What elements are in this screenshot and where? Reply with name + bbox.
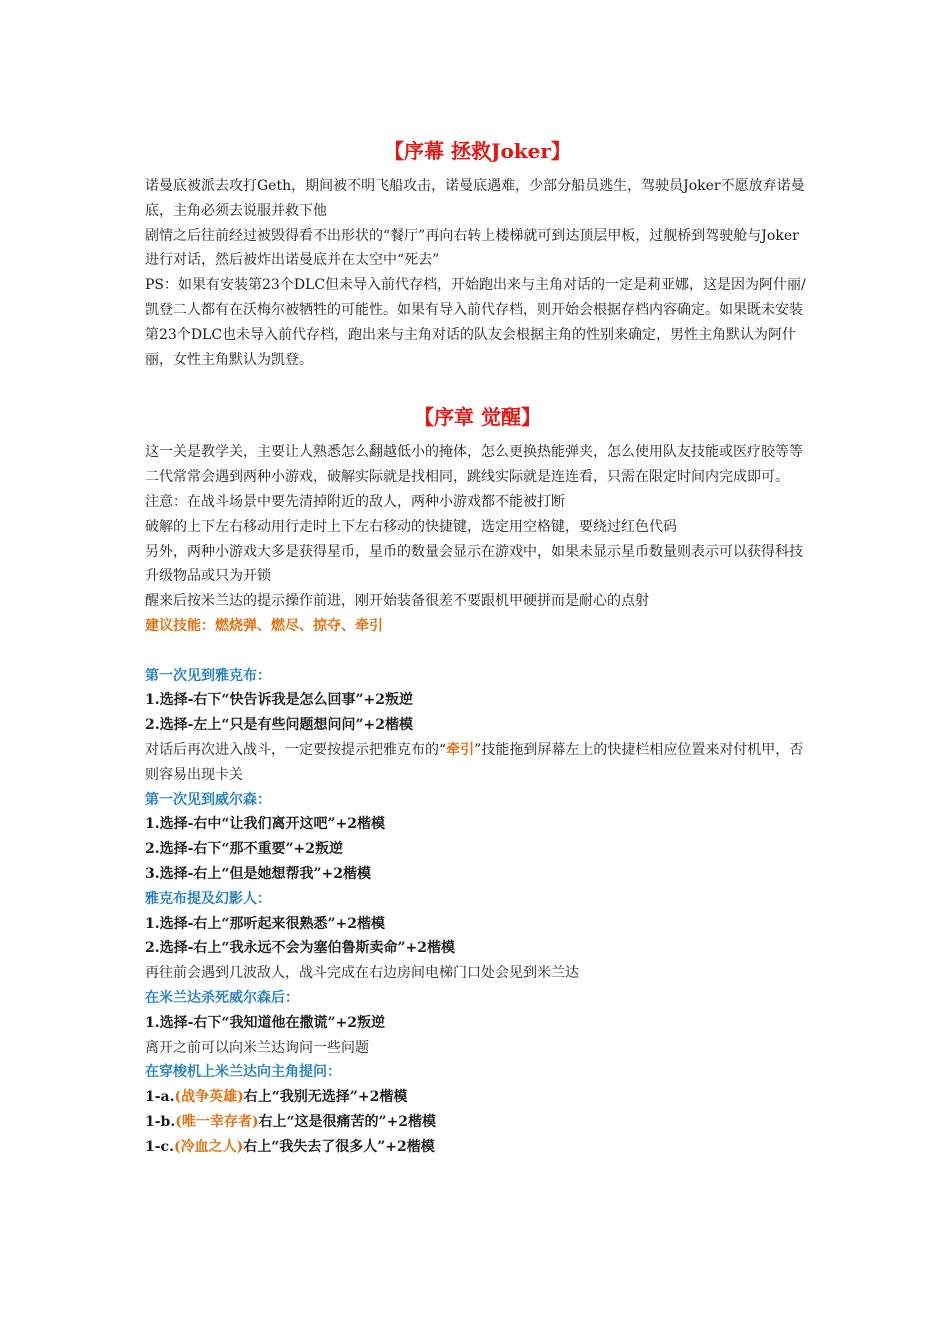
paragraph: 注意：在战斗场景中要先清掉附近的敌人，两种小游戏都不能被打断 [145,493,565,510]
choice-line: 3.选择-右上“但是她想帮我”+2楷模 [145,865,372,882]
choice-text: 右上“这是很痛苦的”+2楷模 [258,1113,437,1130]
paragraph: PS：如果有安装第23个DLC但未导入前代存档，开始跑出来与主角对话的一定是莉亚娜，这是因为阿什丽/凯登二人都有在沃梅尔被牺牲的可能性。如果有导入前代存档，则开始会根据存档内容确定。如果既未安装第23个DLC也未导入前代存档，跑出来与主角对话的队友会根据主角的性别来确定，男性主角默认为阿什丽，女性主角默认为凯登。 [145,277,806,368]
choice-prefix: 1-b. [145,1113,176,1130]
background-tag: (战争英雄) [174,1089,244,1106]
choice-line: 1.选择-右上“那听起来很熟悉”+2楷模 [145,915,386,932]
highlight-pull: 牵引 [446,741,475,758]
note-text: 对话后再次进入战斗，一定要按提示把雅克布的“ [145,741,447,758]
choice-text: 右上“我别无选择”+2楷模 [243,1089,408,1106]
paragraph [145,738,810,788]
spacer [145,639,810,664]
paragraph: 离开之前可以向米兰达询问一些问题 [145,1039,369,1056]
subheading-kill: 在米兰达杀死威尔森后： [145,989,299,1006]
paragraph: 醒来后按米兰达的提示操作前进，刚开始装备很差不要跟机甲硬拼而是耐心的点射 [145,593,649,610]
subheading-jacob: 第一次见到雅克布： [145,667,271,684]
section-title-prologue: 【序幕 拯救Joker】 [384,139,571,163]
choice-prefix: 1-a. [145,1089,175,1106]
paragraph: 另外，两种小游戏大多是获得星币，星币的数量会显示在游戏中，如果未显示星币数量则表示可以获得科技升级物品或只为开锁 [145,543,803,585]
paragraph: 诺曼底被派去攻打Geth，期间被不明飞船攻击，诺曼底遇难，少部分船员逃生，驾驶员Joker不愿放弃诺曼底，主角必须去说服并救下他 [145,178,805,219]
choice-line: 2.选择-左上“只是有些问题想问问”+2楷模 [145,717,414,734]
paragraph: 剧情之后往前经过被毁得看不出形状的“餐厅”再向右转上楼梯就可到达顶层甲板，过舰桥到驾驶舱与Joker进行对话，然后被炸出诺曼底并在太空中“死去” [145,227,799,269]
paragraph: 这一关是教学关，主要让人熟悉怎么翻越低小的掩体，怎么更换热能弹夹，怎么使用队友技能或医疗胶等等 [145,444,803,461]
choice-line [145,1135,810,1160]
subheading-wilson: 第一次见到威尔森： [145,791,271,808]
document-page [145,136,810,1159]
subheading-shuttle: 在穿梭机上米兰达向主角提问： [145,1064,341,1081]
choice-prefix: 1-c. [145,1138,174,1155]
paragraph: 破解的上下左右移动用行走时上下左右移动的快捷键，选定用空格键，要绕过红色代码 [145,518,677,535]
recommended-skills: 建议技能：燃烧弹、燃尽、掠夺、牵引 [145,617,383,634]
choice-text: 右上“我失去了很多人”+2楷模 [243,1138,435,1155]
subheading-phantom: 雅克布提及幻影人： [145,890,271,907]
note-text: ”技能拖到屏幕左上的快捷栏相应位置来对付机甲，否则容易出现卡关 [145,741,804,783]
choice-line: 1.选择-右下“快告诉我是怎么回事”+2叛逆 [145,692,414,709]
choice-line [145,1110,810,1135]
choice-line [145,1085,810,1110]
section-title-awakening: 【序章 觉醒】 [414,405,541,430]
paragraph: 再往前会遇到几波敌人，战斗完成在右边房间电梯门口处会见到米兰达 [145,965,579,982]
choice-line: 1.选择-右下“我知道他在撒谎”+2叛逆 [145,1014,386,1031]
choice-line: 1.选择-右中“让我们离开这吧”+2楷模 [145,816,386,833]
background-tag: (唯一幸存者) [175,1113,259,1130]
paragraph: 二代常常会遇到两种小游戏，破解实际就是找相同，跳线实际就是连连看，只需在限定时间内完成即可。 [145,469,789,486]
background-tag: (冷血之人) [173,1138,244,1155]
choice-line: 2.选择-右上“我永远不会为塞伯鲁斯卖命”+2楷模 [145,940,456,957]
choice-line: 2.选择-右下“那不重要”+2叛逆 [145,841,344,858]
